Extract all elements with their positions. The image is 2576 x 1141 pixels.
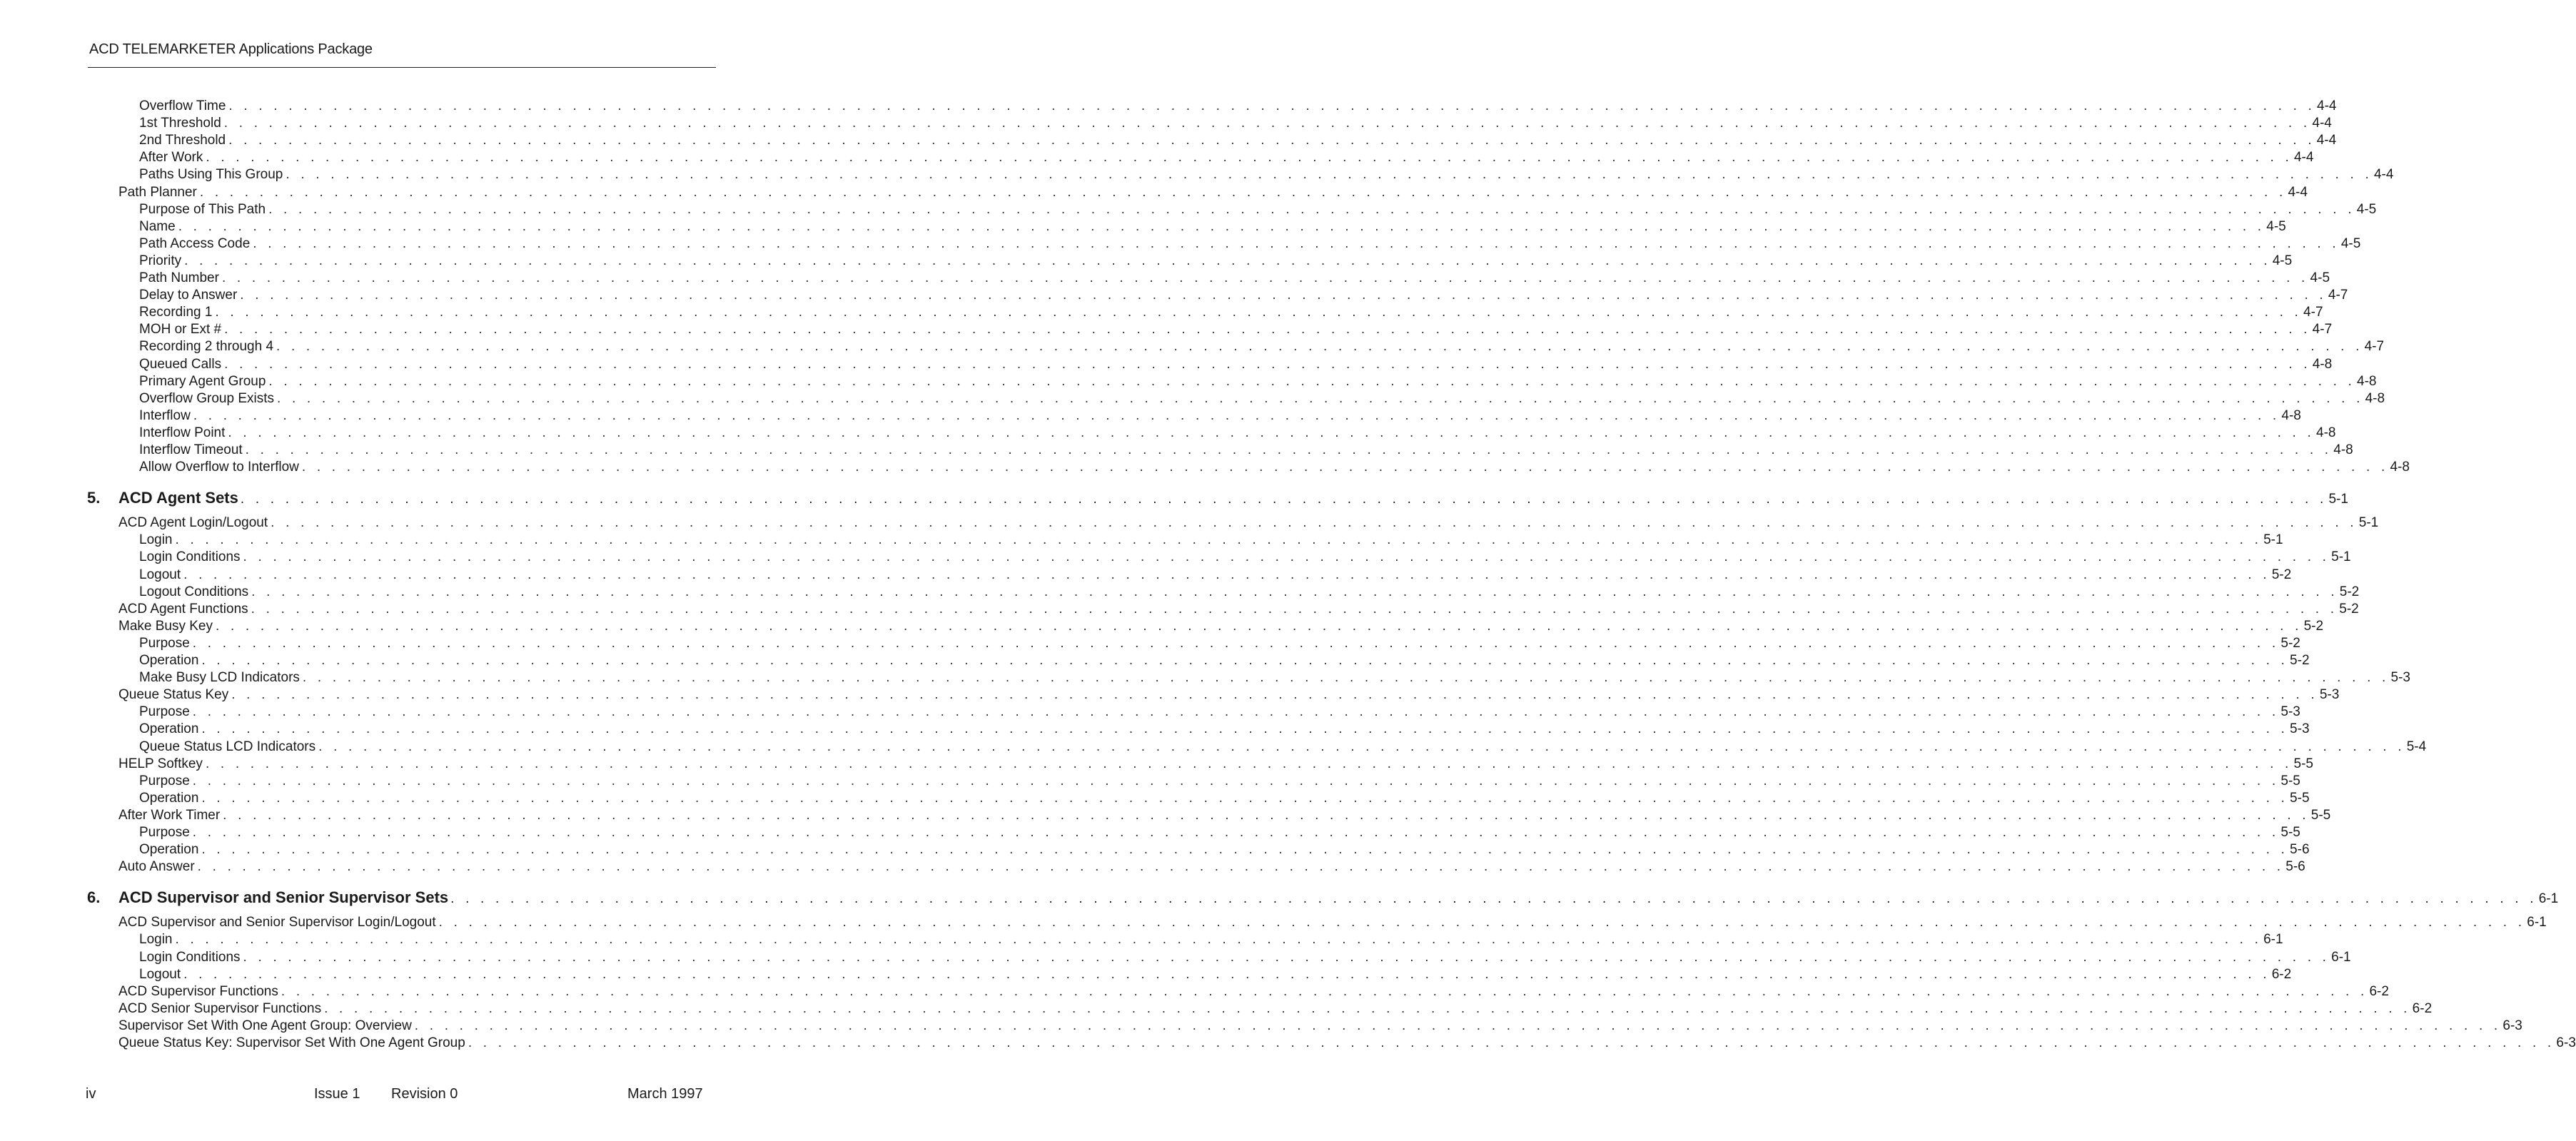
entry-page: 4-8 bbox=[2316, 425, 2336, 440]
entry-title: ACD Supervisor Functions bbox=[118, 983, 278, 999]
entry-page: 5-2 bbox=[2339, 601, 2359, 617]
entry-page: 5-2 bbox=[2290, 653, 2310, 668]
toc-subsection bbox=[139, 932, 2283, 949]
entry-title: Queue Status LCD Indicators bbox=[139, 739, 316, 754]
toc-section bbox=[118, 915, 2547, 932]
entry-title: After Work Timer bbox=[118, 807, 221, 823]
leader-dots: . . . . . . . . . . . . . . . . . . . . . . . . . . . . . . . . . . . . . . . . . . . . . . . . . . . . . . . . . . . . . . . . . . . . . . . . . . . . . . . . . . . . . . . . . . . . . . . . . . . . . . . . . . . . . . . . . . . . . . . . . . . . . . . . . . . . . . . . . . . . bbox=[243, 949, 2330, 965]
toc-subsection bbox=[139, 966, 2292, 984]
toc-subsection bbox=[139, 150, 2314, 167]
entry-page: 5-2 bbox=[2271, 567, 2292, 582]
entry-title: Interflow bbox=[139, 407, 191, 423]
entry-page: 4-7 bbox=[2328, 288, 2348, 303]
leader-dots: . . . . . . . . . . . . . . . . . . . . . . . . . . . . . . . . . . . . . . . . . . . . . . . . . . . . . . . . . . . . . . . . . . . . . . . . . . . . . . . . . . . . . . . . . . . . . . . . . . . . . . . . . . . . . . . . . . . . . . . . . . . . . . . . . . . . . . . . . . . . bbox=[201, 790, 2289, 806]
entry-title: Name bbox=[139, 218, 176, 234]
entry-title: Login Conditions bbox=[139, 949, 241, 965]
entry-title: ACD Supervisor and Senior Supervisor Login/Logout bbox=[118, 915, 436, 930]
entry-page: 5-3 bbox=[2319, 687, 2340, 703]
entry-title: Operation bbox=[139, 842, 199, 858]
leader-dots: . . . . . . . . . . . . . . . . . . . . . . . . . . . . . . . . . . . . . . . . . . . . . . . . . . . . . . . . . . . . . . . . . . . . . . . . . . . . . . . . . . . . . . . . . . . . . . . . . . . . . . . . . . . . . . . . . . . . . . . . . . . . . . . . . . . . . . . . . . . . bbox=[228, 425, 2315, 440]
entry-title: MOH or Ext # bbox=[139, 322, 222, 338]
entry-title: Recording 2 through 4 bbox=[139, 339, 274, 355]
toc-section bbox=[118, 1000, 2433, 1018]
leader-dots: . . . . . . . . . . . . . . . . . . . . . . . . . . . . . . . . . . . . . . . . . . . . . . . . . . . . . . . . . . . . . . . . . . . . . . . . . . . . . . . . . . . . . . . . . . . . . . . . . . . . . . . . . . . . . . . . . . . . . . . . . . . . . . . . . . . . . . . . . . . . bbox=[318, 739, 2405, 754]
leader-dots: . . . . . . . . . . . . . . . . . . . . . . . . . . . . . . . . . . . . . . . . . . . . . . . . . . . . . . . . . . . . . . . . . . . . . . . . . . . . . . . . . . . . . . . . . . . . . . . . . . . . . . . . . . . . . . . . . . . . . . . . . . . . . . . . . . . . . . . . . . . . bbox=[240, 492, 2328, 507]
entry-page: 6-3 bbox=[2556, 1035, 2576, 1050]
entry-page: 4-8 bbox=[2357, 373, 2377, 389]
toc-subsection bbox=[139, 218, 2286, 236]
toc-section bbox=[118, 807, 2331, 825]
leader-dots: . . . . . . . . . . . . . . . . . . . . . . . . . . . . . . . . . . . . . . . . . . . . . . . . . . . . . . . . . . . . . . . . . . . . . . . . . . . . . . . . . . . . . . . . . . . . . . . . . . . . . . . . . . . . . . . . . . . . . . . . . . . . . . . . . . . . . . . . . . . . bbox=[215, 305, 2303, 320]
footer-page-number: iv bbox=[86, 1086, 96, 1102]
entry-title: Make Busy LCD Indicators bbox=[139, 670, 300, 686]
leader-dots: . . . . . . . . . . . . . . . . . . . . . . . . . . . . . . . . . . . . . . . . . . . . . . . . . . . . . . . . . . . . . . . . . . . . . . . . . . . . . . . . . . . . . . . . . . . . . . . . . . . . . . . . . . . . . . . . . . . . . . . . . . . . . . . . . . . . . . . . . . . . bbox=[228, 133, 2315, 148]
entry-page: 4-7 bbox=[2364, 339, 2385, 355]
entry-title: Login Conditions bbox=[139, 549, 241, 565]
leader-dots: . . . . . . . . . . . . . . . . . . . . . . . . . . . . . . . . . . . . . . . . . . . . . . . . . . . . . . . . . . . . . . . . . . . . . . . . . . . . . . . . . . . . . . . . . . . . . . . . . . . . . . . . . . . . . . . . . . . . . . . . . . . . . . . . . . . . . . . . . . . . bbox=[201, 842, 2289, 858]
leader-dots: . . . . . . . . . . . . . . . . . . . . . . . . . . . . . . . . . . . . . . . . . . . . . . . . . . . . . . . . . . . . . . . . . . . . . . . . . . . . . . . . . . . . . . . . . . . . . . . . . . . . . . . . . . . . . . . . . . . . . . . . . . . . . . . . . . . . . . . . . . . . bbox=[251, 584, 2338, 599]
entry-page: 6-1 bbox=[2263, 932, 2283, 948]
entry-title: Logout bbox=[139, 966, 181, 982]
leader-dots: . . . . . . . . . . . . . . . . . . . . . . . . . . . . . . . . . . . . . . . . . . . . . . . . . . . . . . . . . . . . . . . . . . . . . . . . . . . . . . . . . . . . . . . . . . . . . . . . . . . . . . . . . . . . . . . . . . . . . . . . . . . . . . . . . . . . . . . . . . . . bbox=[175, 532, 2263, 548]
toc-subsection bbox=[139, 201, 2377, 219]
chapter-title: ACD Agent Sets bbox=[118, 489, 238, 507]
entry-page: 4-5 bbox=[2272, 253, 2293, 268]
leader-dots: . . . . . . . . . . . . . . . . . . . . . . . . . . . . . . . . . . . . . . . . . . . . . . . . . . . . . . . . . . . . . . . . . . . . . . . . . . . . . . . . . . . . . . . . . . . . . . . . . . . . . . . . . . . . . . . . . . . . . . . . . . . . . . . . . . . . . . . . . . . . bbox=[277, 390, 2364, 406]
toc-subsection bbox=[139, 390, 2385, 408]
entry-page: 5-2 bbox=[2280, 635, 2300, 651]
toc-subsection bbox=[139, 584, 2360, 602]
entry-page: 5-6 bbox=[2290, 842, 2310, 858]
entry-title: Purpose bbox=[139, 635, 190, 651]
leader-dots: . . . . . . . . . . . . . . . . . . . . . . . . . . . . . . . . . . . . . . . . . . . . . . . . . . . . . . . . . . . . . . . . . . . . . . . . . . . . . . . . . . . . . . . . . . . . . . . . . . . . . . . . . . . . . . . . . . . . . . . . . . . . . . . . . . . . . . . . . . . . bbox=[224, 322, 2311, 338]
entry-page: 6-2 bbox=[2369, 983, 2389, 999]
leader-dots: . . . . . . . . . . . . . . . . . . . . . . . . . . . . . . . . . . . . . . . . . . . . . . . . . . . . . . . . . . . . . . . . . . . . . . . . . . . . . . . . . . . . . . . . . . . . . . . . . . . . . . . . . . . . . . . . . . . . . . . . . . . . . . . . . . . . . . . . . . . . bbox=[302, 670, 2390, 686]
leader-dots: . . . . . . . . . . . . . . . . . . . . . . . . . . . . . . . . . . . . . . . . . . . . . . . . . . . . . . . . . . . . . . . . . . . . . . . . . . . . . . . . . . . . . . . . . . . . . . . . . . . . . . . . . . . . . . . . . . . . . . . . . . . . . . . . . . . . . . . . . . . . bbox=[324, 1000, 2411, 1016]
entry-title: Queue Status Key: Supervisor Set With One Agent Group bbox=[118, 1035, 465, 1050]
leader-dots: . . . . . . . . . . . . . . . . . . . . . . . . . . . . . . . . . . . . . . . . . . . . . . . . . . . . . . . . . . . . . . . . . . . . . . . . . . . . . . . . . . . . . . . . . . . . . . . . . . . . . . . . . . . . . . . . . . . . . . . . . . . . . . . . . . . . . . . . . . . . bbox=[183, 966, 2271, 982]
entry-page: 4-4 bbox=[2312, 116, 2332, 131]
entry-title: ACD Senior Supervisor Functions bbox=[118, 1000, 322, 1016]
entry-page: 6-1 bbox=[2331, 949, 2351, 965]
entry-title: Auto Answer bbox=[118, 859, 195, 875]
toc-subsection bbox=[139, 549, 2351, 567]
leader-dots: . . . . . . . . . . . . . . . . . . . . . . . . . . . . . . . . . . . . . . . . . . . . . . . . . . . . . . . . . . . . . . . . . . . . . . . . . . . . . . . . . . . . . . . . . . . . . . . . . . . . . . . . . . . . . . . . . . . . . . . . . . . . . . . . . . . . . . . . . . . . bbox=[281, 983, 2368, 999]
leader-dots: . . . . . . . . . . . . . . . . . . . . . . . . . . . . . . . . . . . . . . . . . . . . . . . . . . . . . . . . . . . . . . . . . . . . . . . . . . . . . . . . . . . . . . . . . . . . . . . . . . . . . . . . . . . . . . . . . . . . . . . . . . . . . . . . . . . . . . . . . . . . bbox=[414, 1018, 2502, 1033]
entry-page: 4-5 bbox=[2340, 235, 2361, 251]
footer-issue: Issue 1 bbox=[314, 1086, 360, 1102]
entry-page: 4-4 bbox=[2293, 150, 2314, 166]
entry-title: Purpose bbox=[139, 825, 190, 840]
entry-title: Delay to Answer bbox=[139, 288, 238, 303]
toc-chapter bbox=[87, 888, 2559, 910]
entry-title: ACD Agent Login/Logout bbox=[118, 515, 268, 531]
entry-page: 4-8 bbox=[2281, 407, 2301, 423]
toc-section bbox=[118, 618, 2324, 636]
toc-section bbox=[118, 756, 2313, 774]
toc-subsection bbox=[139, 635, 2300, 653]
toc-subsection bbox=[139, 133, 2337, 150]
entry-title: HELP Softkey bbox=[118, 756, 203, 771]
leader-dots: . . . . . . . . . . . . . . . . . . . . . . . . . . . . . . . . . . . . . . . . . . . . . . . . . . . . . . . . . . . . . . . . . . . . . . . . . . . . . . . . . . . . . . . . . . . . . . . . . . . . . . . . . . . . . . . . . . . . . . . . . . . . . . . . . . . . . . . . . . . . bbox=[221, 270, 2309, 285]
toc-subsection bbox=[139, 653, 2310, 670]
entry-page: 5-3 bbox=[2390, 670, 2410, 686]
toc-chapter bbox=[87, 489, 2348, 510]
entry-title: 1st Threshold bbox=[139, 116, 221, 131]
entry-title: Login bbox=[139, 932, 173, 948]
leader-dots: . . . . . . . . . . . . . . . . . . . . . . . . . . . . . . . . . . . . . . . . . . . . . . . . . . . . . . . . . . . . . . . . . . . . . . . . . . . . . . . . . . . . . . . . . . . . . . . . . . . . . . . . . . . . . . . . . . . . . . . . . . . . . . . . . . . . . . . . . . . . bbox=[216, 618, 2303, 634]
entry-page: 5-1 bbox=[2263, 532, 2283, 548]
entry-page: 5-1 bbox=[2331, 549, 2351, 565]
entry-title: Primary Agent Group bbox=[139, 373, 266, 389]
leader-dots: . . . . . . . . . . . . . . . . . . . . . . . . . . . . . . . . . . . . . . . . . . . . . . . . . . . . . . . . . . . . . . . . . . . . . . . . . . . . . . . . . . . . . . . . . . . . . . . . . . . . . . . . . . . . . . . . . . . . . . . . . . . . . . . . . . . . . . . . . . . . bbox=[206, 150, 2293, 166]
leader-dots: . . . . . . . . . . . . . . . . . . . . . . . . . . . . . . . . . . . . . . . . . . . . . . . . . . . . . . . . . . . . . . . . . . . . . . . . . . . . . . . . . . . . . . . . . . . . . . . . . . . . . . . . . . . . . . . . . . . . . . . . . . . . . . . . . . . . . . . . . . . . bbox=[224, 356, 2311, 372]
entry-page: 4-5 bbox=[2310, 270, 2330, 285]
entry-title: Overflow Time bbox=[139, 98, 226, 113]
leader-dots: . . . . . . . . . . . . . . . . . . . . . . . . . . . . . . . . . . . . . . . . . . . . . . . . . . . . . . . . . . . . . . . . . . . . . . . . . . . . . . . . . . . . . . . . . . . . . . . . . . . . . . . . . . . . . . . . . . . . . . . . . . . . . . . . . . . . . . . . . . . . bbox=[228, 98, 2316, 113]
toc-subsection bbox=[139, 670, 2410, 687]
toc-subsection bbox=[139, 373, 2377, 391]
toc-subsection bbox=[139, 739, 2427, 756]
leader-dots: . . . . . . . . . . . . . . . . . . . . . . . . . . . . . . . . . . . . . . . . . . . . . . . . . . . . . . . . . . . . . . . . . . . . . . . . . . . . . . . . . . . . . . . . . . . . . . . . . . . . . . . . . . . . . . . . . . . . . . . . . . . . . . . . . . . . . . . . . . . . bbox=[468, 1035, 2555, 1050]
entry-title: After Work bbox=[139, 150, 203, 166]
toc-subsection bbox=[139, 825, 2300, 842]
chapter-number: 6. bbox=[87, 888, 101, 907]
entry-title: Overflow Group Exists bbox=[139, 390, 274, 406]
entry-title: Logout Conditions bbox=[139, 584, 249, 599]
entry-page: 4-4 bbox=[2316, 133, 2337, 148]
toc-subsection bbox=[139, 532, 2283, 549]
toc-section bbox=[118, 515, 2379, 532]
toc-subsection bbox=[139, 98, 2337, 116]
toc-subsection bbox=[139, 288, 2348, 305]
leader-dots: . . . . . . . . . . . . . . . . . . . . . . . . . . . . . . . . . . . . . . . . . . . . . . . . . . . . . . . . . . . . . . . . . . . . . . . . . . . . . . . . . . . . . . . . . . . . . . . . . . . . . . . . . . . . . . . . . . . . . . . . . . . . . . . . . . . . . . . . . . . . bbox=[223, 807, 2310, 823]
entry-title: Priority bbox=[139, 253, 182, 268]
leader-dots: . . . . . . . . . . . . . . . . . . . . . . . . . . . . . . . . . . . . . . . . . . . . . . . . . . . . . . . . . . . . . . . . . . . . . . . . . . . . . . . . . . . . . . . . . . . . . . . . . . . . . . . . . . . . . . . . . . . . . . . . . . . . . . . . . . . . . . . . . . . . bbox=[192, 825, 2280, 840]
chapter-page: 5-1 bbox=[2328, 492, 2348, 507]
leader-dots: . . . . . . . . . . . . . . . . . . . . . . . . . . . . . . . . . . . . . . . . . . . . . . . . . . . . . . . . . . . . . . . . . . . . . . . . . . . . . . . . . . . . . . . . . . . . . . . . . . . . . . . . . . . . . . . . . . . . . . . . . . . . . . . . . . . . . . . . . . . . bbox=[199, 184, 2287, 200]
entry-page: 5-5 bbox=[2310, 807, 2331, 823]
entry-page: 4-4 bbox=[2317, 98, 2337, 113]
leader-dots: . . . . . . . . . . . . . . . . . . . . . . . . . . . . . . . . . . . . . . . . . . . . . . . . . . . . . . . . . . . . . . . . . . . . . . . . . . . . . . . . . . . . . . . . . . . . . . . . . . . . . . . . . . . . . . . . . . . . . . . . . . . . . . . . . . . . . . . . . . . . bbox=[301, 460, 2389, 475]
entry-title: Purpose bbox=[139, 704, 190, 720]
entry-page: 6-2 bbox=[2271, 966, 2292, 982]
toc-section bbox=[118, 601, 2359, 619]
chapter-page: 6-1 bbox=[2538, 891, 2559, 907]
entry-page: 5-5 bbox=[2280, 773, 2300, 788]
entry-page: 6-3 bbox=[2502, 1018, 2522, 1033]
entry-page: 4-8 bbox=[2333, 442, 2353, 457]
leader-dots: . . . . . . . . . . . . . . . . . . . . . . . . . . . . . . . . . . . . . . . . . . . . . . . . . . . . . . . . . . . . . . . . . . . . . . . . . . . . . . . . . . . . . . . . . . . . . . . . . . . . . . . . . . . . . . . . . . . . . . . . . . . . . . . . . . . . . . . . . . . . bbox=[438, 915, 2526, 930]
entry-page: 4-4 bbox=[2373, 167, 2394, 183]
entry-title: Path Access Code bbox=[139, 235, 251, 251]
leader-dots: . . . . . . . . . . . . . . . . . . . . . . . . . . . . . . . . . . . . . . . . . . . . . . . . . . . . . . . . . . . . . . . . . . . . . . . . . . . . . . . . . . . . . . . . . . . . . . . . . . . . . . . . . . . . . . . . . . . . . . . . . . . . . . . . . . . . . . . . . . . . bbox=[197, 859, 2285, 875]
toc-subsection bbox=[139, 116, 2332, 133]
entry-page: 5-3 bbox=[2290, 721, 2310, 737]
leader-dots: . . . . . . . . . . . . . . . . . . . . . . . . . . . . . . . . . . . . . . . . . . . . . . . . . . . . . . . . . . . . . . . . . . . . . . . . . . . . . . . . . . . . . . . . . . . . . . . . . . . . . . . . . . . . . . . . . . . . . . . . . . . . . . . . . . . . . . . . . . . . bbox=[268, 201, 2355, 217]
entry-title: Operation bbox=[139, 653, 199, 668]
leader-dots: . . . . . . . . . . . . . . . . . . . . . . . . . . . . . . . . . . . . . . . . . . . . . . . . . . . . . . . . . . . . . . . . . . . . . . . . . . . . . . . . . . . . . . . . . . . . . . . . . . . . . . . . . . . . . . . . . . . . . . . . . . . . . . . . . . . . . . . . . . . . bbox=[450, 891, 2537, 907]
toc-subsection bbox=[139, 356, 2333, 374]
entry-page: 5-1 bbox=[2358, 515, 2379, 531]
chapter-title: ACD Supervisor and Senior Supervisor Sets bbox=[118, 888, 449, 907]
entry-title: Supervisor Set With One Agent Group: Overview bbox=[118, 1018, 412, 1033]
entry-title: ACD Agent Functions bbox=[118, 601, 248, 617]
entry-title: Queue Status Key bbox=[118, 687, 229, 703]
toc-section bbox=[118, 1018, 2522, 1035]
entry-page: 4-8 bbox=[2390, 460, 2410, 475]
entry-title: Purpose bbox=[139, 773, 190, 788]
leader-dots: . . . . . . . . . . . . . . . . . . . . . . . . . . . . . . . . . . . . . . . . . . . . . . . . . . . . . . . . . . . . . . . . . . . . . . . . . . . . . . . . . . . . . . . . . . . . . . . . . . . . . . . . . . . . . . . . . . . . . . . . . . . . . . . . . . . . . . . . . . . . bbox=[192, 704, 2280, 720]
toc-subsection bbox=[139, 425, 2336, 442]
entry-title: Purpose of This Path bbox=[139, 201, 266, 217]
entry-title: Operation bbox=[139, 721, 199, 737]
entry-page: 4-8 bbox=[2312, 356, 2333, 372]
entry-page: 5-5 bbox=[2280, 825, 2300, 840]
toc-subsection bbox=[139, 322, 2333, 339]
leader-dots: . . . . . . . . . . . . . . . . . . . . . . . . . . . . . . . . . . . . . . . . . . . . . . . . . . . . . . . . . . . . . . . . . . . . . . . . . . . . . . . . . . . . . . . . . . . . . . . . . . . . . . . . . . . . . . . . . . . . . . . . . . . . . . . . . . . . . . . . . . . . bbox=[205, 756, 2293, 771]
toc-subsection bbox=[139, 704, 2300, 721]
leader-dots: . . . . . . . . . . . . . . . . . . . . . . . . . . . . . . . . . . . . . . . . . . . . . . . . . . . . . . . . . . . . . . . . . . . . . . . . . . . . . . . . . . . . . . . . . . . . . . . . . . . . . . . . . . . . . . . . . . . . . . . . . . . . . . . . . . . . . . . . . . . . bbox=[178, 218, 2266, 234]
leader-dots: . . . . . . . . . . . . . . . . . . . . . . . . . . . . . . . . . . . . . . . . . . . . . . . . . . . . . . . . . . . . . . . . . . . . . . . . . . . . . . . . . . . . . . . . . . . . . . . . . . . . . . . . . . . . . . . . . . . . . . . . . . . . . . . . . . . . . . . . . . . . bbox=[240, 288, 2327, 303]
leader-dots: . . . . . . . . . . . . . . . . . . . . . . . . . . . . . . . . . . . . . . . . . . . . . . . . . . . . . . . . . . . . . . . . . . . . . . . . . . . . . . . . . . . . . . . . . . . . . . . . . . . . . . . . . . . . . . . . . . . . . . . . . . . . . . . . . . . . . . . . . . . . bbox=[276, 339, 2363, 355]
toc-section bbox=[118, 1035, 2576, 1053]
entry-title: Allow Overflow to Interflow bbox=[139, 460, 299, 475]
toc-subsection bbox=[139, 790, 2310, 808]
entry-page: 4-5 bbox=[2356, 201, 2377, 217]
header-rule bbox=[88, 67, 716, 68]
toc-subsection bbox=[139, 407, 2301, 425]
entry-title: Paths Using This Group bbox=[139, 167, 283, 183]
leader-dots: . . . . . . . . . . . . . . . . . . . . . . . . . . . . . . . . . . . . . . . . . . . . . . . . . . . . . . . . . . . . . . . . . . . . . . . . . . . . . . . . . . . . . . . . . . . . . . . . . . . . . . . . . . . . . . . . . . . . . . . . . . . . . . . . . . . . . . . . . . . . bbox=[192, 773, 2280, 788]
toc-subsection bbox=[139, 949, 2351, 967]
leader-dots: . . . . . . . . . . . . . . . . . . . . . . . . . . . . . . . . . . . . . . . . . . . . . . . . . . . . . . . . . . . . . . . . . . . . . . . . . . . . . . . . . . . . . . . . . . . . . . . . . . . . . . . . . . . . . . . . . . . . . . . . . . . . . . . . . . . . . . . . . . . . bbox=[201, 721, 2289, 737]
toc-subsection bbox=[139, 773, 2300, 791]
entry-title: Interflow Timeout bbox=[139, 442, 243, 457]
entry-page: 4-7 bbox=[2312, 322, 2333, 338]
entry-title: Queued Calls bbox=[139, 356, 222, 372]
entry-title: Make Busy Key bbox=[118, 618, 213, 634]
entry-page: 6-2 bbox=[2412, 1000, 2433, 1016]
toc-section bbox=[118, 983, 2389, 1001]
entry-page: 5-2 bbox=[2303, 618, 2324, 634]
entry-title: Path Number bbox=[139, 270, 219, 285]
toc-section bbox=[118, 687, 2340, 704]
entry-page: 5-6 bbox=[2285, 859, 2305, 875]
entry-page: 5-5 bbox=[2293, 756, 2313, 771]
leader-dots: . . . . . . . . . . . . . . . . . . . . . . . . . . . . . . . . . . . . . . . . . . . . . . . . . . . . . . . . . . . . . . . . . . . . . . . . . . . . . . . . . . . . . . . . . . . . . . . . . . . . . . . . . . . . . . . . . . . . . . . . . . . . . . . . . . . . . . . . . . . . bbox=[243, 549, 2330, 565]
leader-dots: . . . . . . . . . . . . . . . . . . . . . . . . . . . . . . . . . . . . . . . . . . . . . . . . . . . . . . . . . . . . . . . . . . . . . . . . . . . . . . . . . . . . . . . . . . . . . . . . . . . . . . . . . . . . . . . . . . . . . . . . . . . . . . . . . . . . . . . . . . . . bbox=[268, 373, 2356, 389]
leader-dots: . . . . . . . . . . . . . . . . . . . . . . . . . . . . . . . . . . . . . . . . . . . . . . . . . . . . . . . . . . . . . . . . . . . . . . . . . . . . . . . . . . . . . . . . . . . . . . . . . . . . . . . . . . . . . . . . . . . . . . . . . . . . . . . . . . . . . . . . . . . . bbox=[231, 687, 2318, 703]
leader-dots: . . . . . . . . . . . . . . . . . . . . . . . . . . . . . . . . . . . . . . . . . . . . . . . . . . . . . . . . . . . . . . . . . . . . . . . . . . . . . . . . . . . . . . . . . . . . . . . . . . . . . . . . . . . . . . . . . . . . . . . . . . . . . . . . . . . . . . . . . . . . bbox=[193, 407, 2280, 423]
entry-page: 4-7 bbox=[2303, 305, 2323, 320]
entry-page: 5-5 bbox=[2290, 790, 2310, 806]
entry-page: 4-4 bbox=[2288, 184, 2308, 200]
leader-dots: . . . . . . . . . . . . . . . . . . . . . . . . . . . . . . . . . . . . . . . . . . . . . . . . . . . . . . . . . . . . . . . . . . . . . . . . . . . . . . . . . . . . . . . . . . . . . . . . . . . . . . . . . . . . . . . . . . . . . . . . . . . . . . . . . . . . . . . . . . . . bbox=[175, 932, 2263, 948]
toc-subsection bbox=[139, 460, 2410, 477]
entry-page: 4-5 bbox=[2266, 218, 2286, 234]
leader-dots: . . . . . . . . . . . . . . . . . . . . . . . . . . . . . . . . . . . . . . . . . . . . . . . . . . . . . . . . . . . . . . . . . . . . . . . . . . . . . . . . . . . . . . . . . . . . . . . . . . . . . . . . . . . . . . . . . . . . . . . . . . . . . . . . . . . . . . . . . . . . bbox=[253, 235, 2340, 251]
entry-page: 6-1 bbox=[2527, 915, 2547, 930]
entry-title: Operation bbox=[139, 790, 199, 806]
leader-dots: . . . . . . . . . . . . . . . . . . . . . . . . . . . . . . . . . . . . . . . . . . . . . . . . . . . . . . . . . . . . . . . . . . . . . . . . . . . . . . . . . . . . . . . . . . . . . . . . . . . . . . . . . . . . . . . . . . . . . . . . . . . . . . . . . . . . . . . . . . . . bbox=[223, 116, 2311, 131]
entry-title: Recording 1 bbox=[139, 305, 213, 320]
toc-subsection bbox=[139, 567, 2292, 584]
leader-dots: . . . . . . . . . . . . . . . . . . . . . . . . . . . . . . . . . . . . . . . . . . . . . . . . . . . . . . . . . . . . . . . . . . . . . . . . . . . . . . . . . . . . . . . . . . . . . . . . . . . . . . . . . . . . . . . . . . . . . . . . . . . . . . . . . . . . . . . . . . . . bbox=[192, 635, 2280, 651]
toc-subsection bbox=[139, 339, 2385, 356]
leader-dots: . . . . . . . . . . . . . . . . . . . . . . . . . . . . . . . . . . . . . . . . . . . . . . . . . . . . . . . . . . . . . . . . . . . . . . . . . . . . . . . . . . . . . . . . . . . . . . . . . . . . . . . . . . . . . . . . . . . . . . . . . . . . . . . . . . . . . . . . . . . . bbox=[271, 515, 2358, 531]
toc-subsection bbox=[139, 721, 2310, 739]
toc-section bbox=[118, 184, 2308, 202]
leader-dots: . . . . . . . . . . . . . . . . . . . . . . . . . . . . . . . . . . . . . . . . . . . . . . . . . . . . . . . . . . . . . . . . . . . . . . . . . . . . . . . . . . . . . . . . . . . . . . . . . . . . . . . . . . . . . . . . . . . . . . . . . . . . . . . . . . . . . . . . . . . . bbox=[251, 601, 2338, 617]
chapter-number: 5. bbox=[87, 489, 101, 507]
leader-dots: . . . . . . . . . . . . . . . . . . . . . . . . . . . . . . . . . . . . . . . . . . . . . . . . . . . . . . . . . . . . . . . . . . . . . . . . . . . . . . . . . . . . . . . . . . . . . . . . . . . . . . . . . . . . . . . . . . . . . . . . . . . . . . . . . . . . . . . . . . . . bbox=[201, 653, 2289, 668]
entry-title: Logout bbox=[139, 567, 181, 582]
leader-dots: . . . . . . . . . . . . . . . . . . . . . . . . . . . . . . . . . . . . . . . . . . . . . . . . . . . . . . . . . . . . . . . . . . . . . . . . . . . . . . . . . . . . . . . . . . . . . . . . . . . . . . . . . . . . . . . . . . . . . . . . . . . . . . . . . . . . . . . . . . . . bbox=[245, 442, 2333, 457]
entry-title: 2nd Threshold bbox=[139, 133, 226, 148]
entry-page: 5-2 bbox=[2339, 584, 2360, 599]
leader-dots: . . . . . . . . . . . . . . . . . . . . . . . . . . . . . . . . . . . . . . . . . . . . . . . . . . . . . . . . . . . . . . . . . . . . . . . . . . . . . . . . . . . . . . . . . . . . . . . . . . . . . . . . . . . . . . . . . . . . . . . . . . . . . . . . . . . . . . . . . . . . bbox=[286, 167, 2373, 183]
entry-page: 4-8 bbox=[2365, 390, 2385, 406]
entry-title: Path Planner bbox=[118, 184, 197, 200]
toc-subsection bbox=[139, 253, 2293, 270]
footer-revision: Revision 0 bbox=[391, 1086, 458, 1102]
entry-title: Login bbox=[139, 532, 173, 548]
toc-subsection bbox=[139, 167, 2394, 184]
toc-section bbox=[118, 859, 2305, 876]
entry-page: 5-4 bbox=[2406, 739, 2427, 754]
running-header: ACD TELEMARKETER Applications Package bbox=[89, 41, 373, 57]
toc-subsection bbox=[139, 270, 2330, 288]
leader-dots: . . . . . . . . . . . . . . . . . . . . . . . . . . . . . . . . . . . . . . . . . . . . . . . . . . . . . . . . . . . . . . . . . . . . . . . . . . . . . . . . . . . . . . . . . . . . . . . . . . . . . . . . . . . . . . . . . . . . . . . . . . . . . . . . . . . . . . . . . . . . bbox=[183, 567, 2271, 582]
footer-date: March 1997 bbox=[627, 1086, 703, 1102]
toc-subsection bbox=[139, 842, 2310, 859]
entry-page: 5-3 bbox=[2280, 704, 2300, 720]
entry-title: Interflow Point bbox=[139, 425, 226, 440]
leader-dots: . . . . . . . . . . . . . . . . . . . . . . . . . . . . . . . . . . . . . . . . . . . . . . . . . . . . . . . . . . . . . . . . . . . . . . . . . . . . . . . . . . . . . . . . . . . . . . . . . . . . . . . . . . . . . . . . . . . . . . . . . . . . . . . . . . . . . . . . . . . . bbox=[184, 253, 2271, 268]
toc-subsection bbox=[139, 305, 2323, 322]
toc-subsection bbox=[139, 235, 2361, 253]
toc-subsection bbox=[139, 442, 2353, 460]
